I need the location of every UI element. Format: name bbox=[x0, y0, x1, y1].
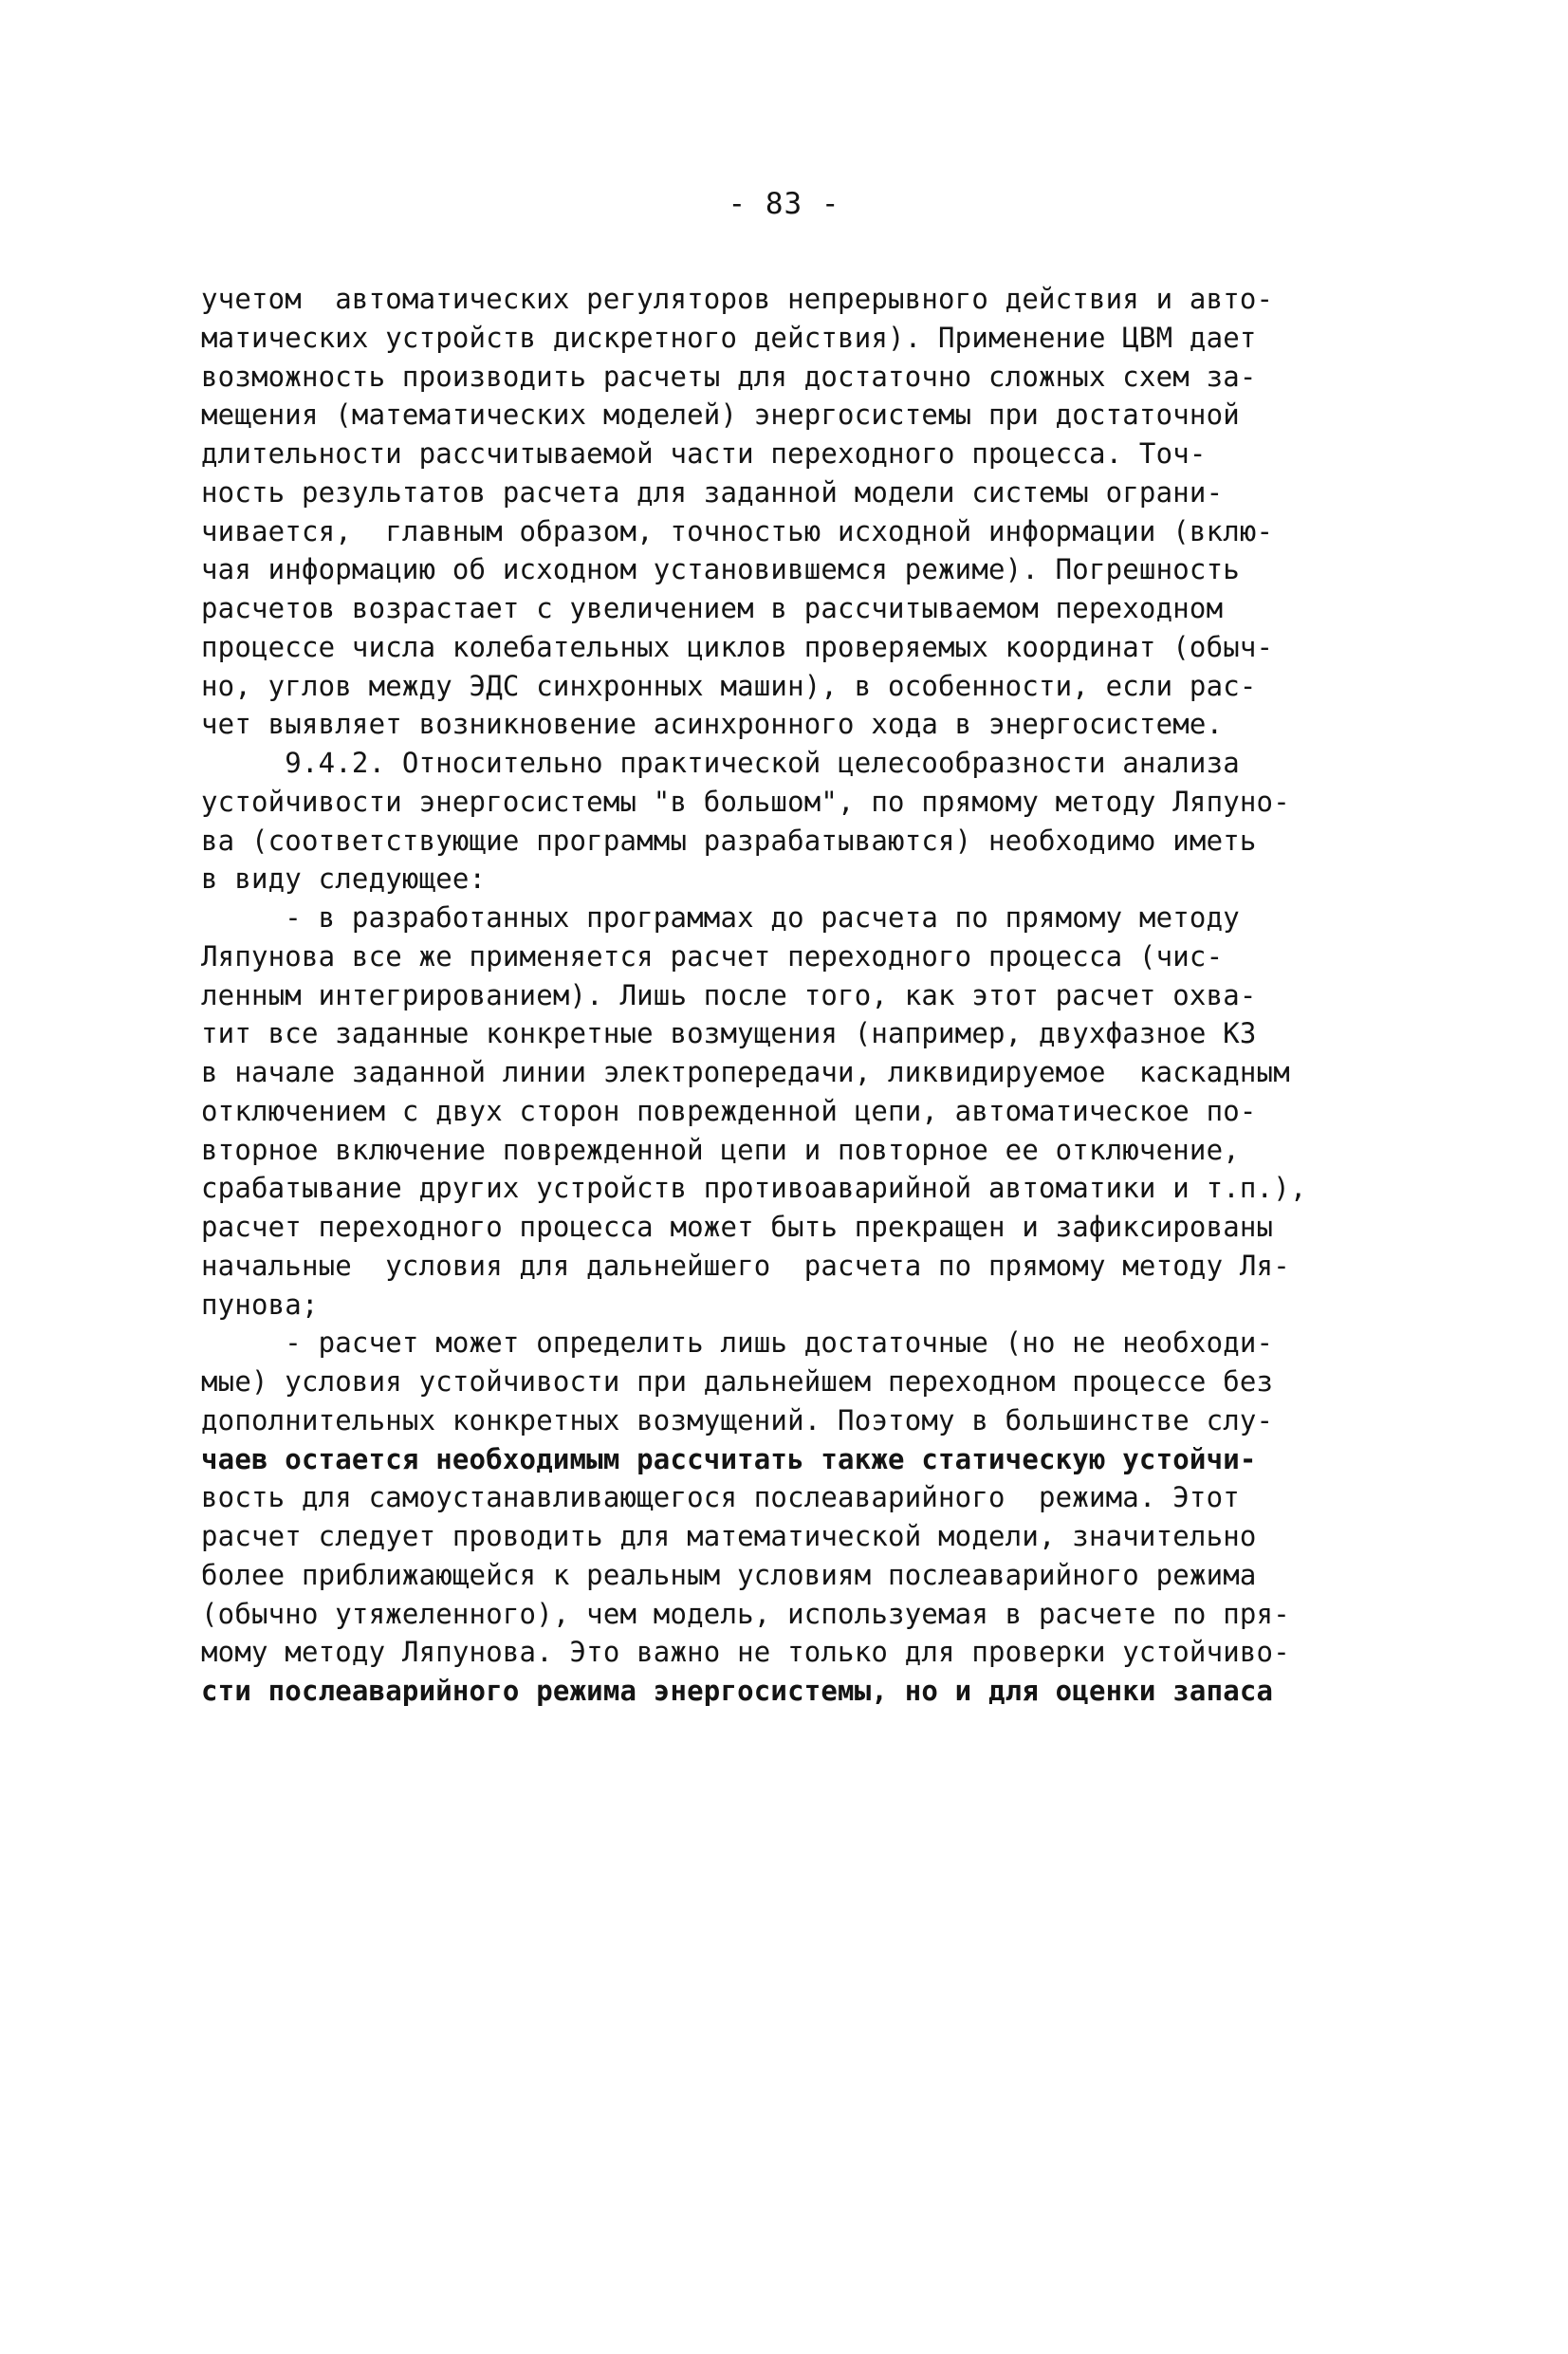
text-line: Ляпунова все же применяется расчет переходного процесса (чис- bbox=[201, 939, 1224, 973]
text-line: 9.4.2. Относительно практической целесообразности анализа bbox=[201, 747, 1240, 779]
text-line: процессе числа колебательных циклов проверяемых координат (обыч- bbox=[201, 630, 1274, 663]
text-line: отключением с двух сторон поврежденной цепи, автоматическое по- bbox=[201, 1094, 1257, 1127]
text-line: тит все заданные конкретные возмущения (например, двухфазное КЗ bbox=[201, 1017, 1257, 1050]
text-line: устойчивости энергосистемы "в большом", по прямому методу Ляпуно- bbox=[201, 785, 1290, 818]
text-line: - расчет может определить лишь достаточные (но не необходи- bbox=[201, 1326, 1274, 1360]
text-line: мые) условия устойчивости при дальнейшем переходном процессе без bbox=[201, 1365, 1274, 1398]
text-line: вость для самоустанавливающегося послеаварийного режима. Этот bbox=[201, 1481, 1240, 1514]
text-line: (обычно утяжеленного), чем модель, используемая в расчете по пря- bbox=[201, 1597, 1290, 1630]
text-line: - в разработанных программах до расчета по прямому методу bbox=[201, 901, 1240, 934]
text-line: учетом автоматических регуляторов непрерывного действия и авто- bbox=[201, 283, 1274, 315]
text-line: мому методу Ляпунова. Это важно не только для проверки устойчиво- bbox=[201, 1636, 1290, 1669]
text-line: длительности рассчитываемой части переходного процесса. Точ- bbox=[201, 437, 1207, 470]
text-line: вторное включение поврежденной цепи и повторное ее отключение, bbox=[201, 1133, 1240, 1166]
text-line: в начале заданной линии электропередачи, ликвидируемое каскадным bbox=[201, 1056, 1290, 1088]
text-line: сти послеаварийного режима энергосистемы, но и для оценки запаса bbox=[201, 1675, 1274, 1707]
text-line: расчет следует проводить для математической модели, значительно bbox=[201, 1520, 1257, 1552]
text-line: срабатывание других устройств противоаварийной автоматики и т.п.), bbox=[201, 1172, 1307, 1205]
text-line: более приближающейся к реальным условиям послеаварийного режима bbox=[201, 1558, 1257, 1591]
text-line: чет выявляет возникновение асинхронного хода в энергосистеме. bbox=[201, 708, 1224, 741]
text-line: возможность производить расчеты для достаточно сложных схем за- bbox=[201, 360, 1257, 393]
text-line: в виду следующее: bbox=[201, 862, 487, 896]
text-line: чая информацию об исходном установившемся режиме). Погрешность bbox=[201, 553, 1240, 586]
text-line: расчетов возрастает с увеличением в рассчитываемом переходном bbox=[201, 592, 1224, 624]
text-line: ность результатов расчета для заданной модели системы ограни- bbox=[201, 475, 1224, 509]
text-line: мещения (математических моделей) энергосистемы при достаточной bbox=[201, 399, 1240, 432]
text-line: матических устройств дискретного действия). Применение ЦВМ дает bbox=[201, 321, 1257, 354]
text-line: чаев остается необходимым рассчитать также статическую устойчи- bbox=[201, 1442, 1257, 1475]
text-line: но, углов между ЭДС синхронных машин), в особенности, если рас- bbox=[201, 669, 1257, 702]
body-text bbox=[201, 280, 1406, 1711]
text-line: расчет переходного процесса может быть прекращен и зафиксированы bbox=[201, 1211, 1274, 1243]
text-line: начальные условия для дальнейшего расчета по прямому методу Ля- bbox=[201, 1249, 1290, 1282]
page-number: - 83 - bbox=[728, 187, 840, 221]
text-line: ва (соответствующие программы разрабатываются) необходимо иметь bbox=[201, 824, 1257, 857]
text-line: ленным интегрированием). Лишь после того, как этот расчет охва- bbox=[201, 978, 1257, 1011]
text-line: дополнительных конкретных возмущений. Поэтому в большинстве слу- bbox=[201, 1403, 1274, 1436]
text-line: чивается, главным образом, точностью исходной информации (вклю- bbox=[201, 514, 1274, 547]
text-line: пунова; bbox=[201, 1288, 319, 1321]
